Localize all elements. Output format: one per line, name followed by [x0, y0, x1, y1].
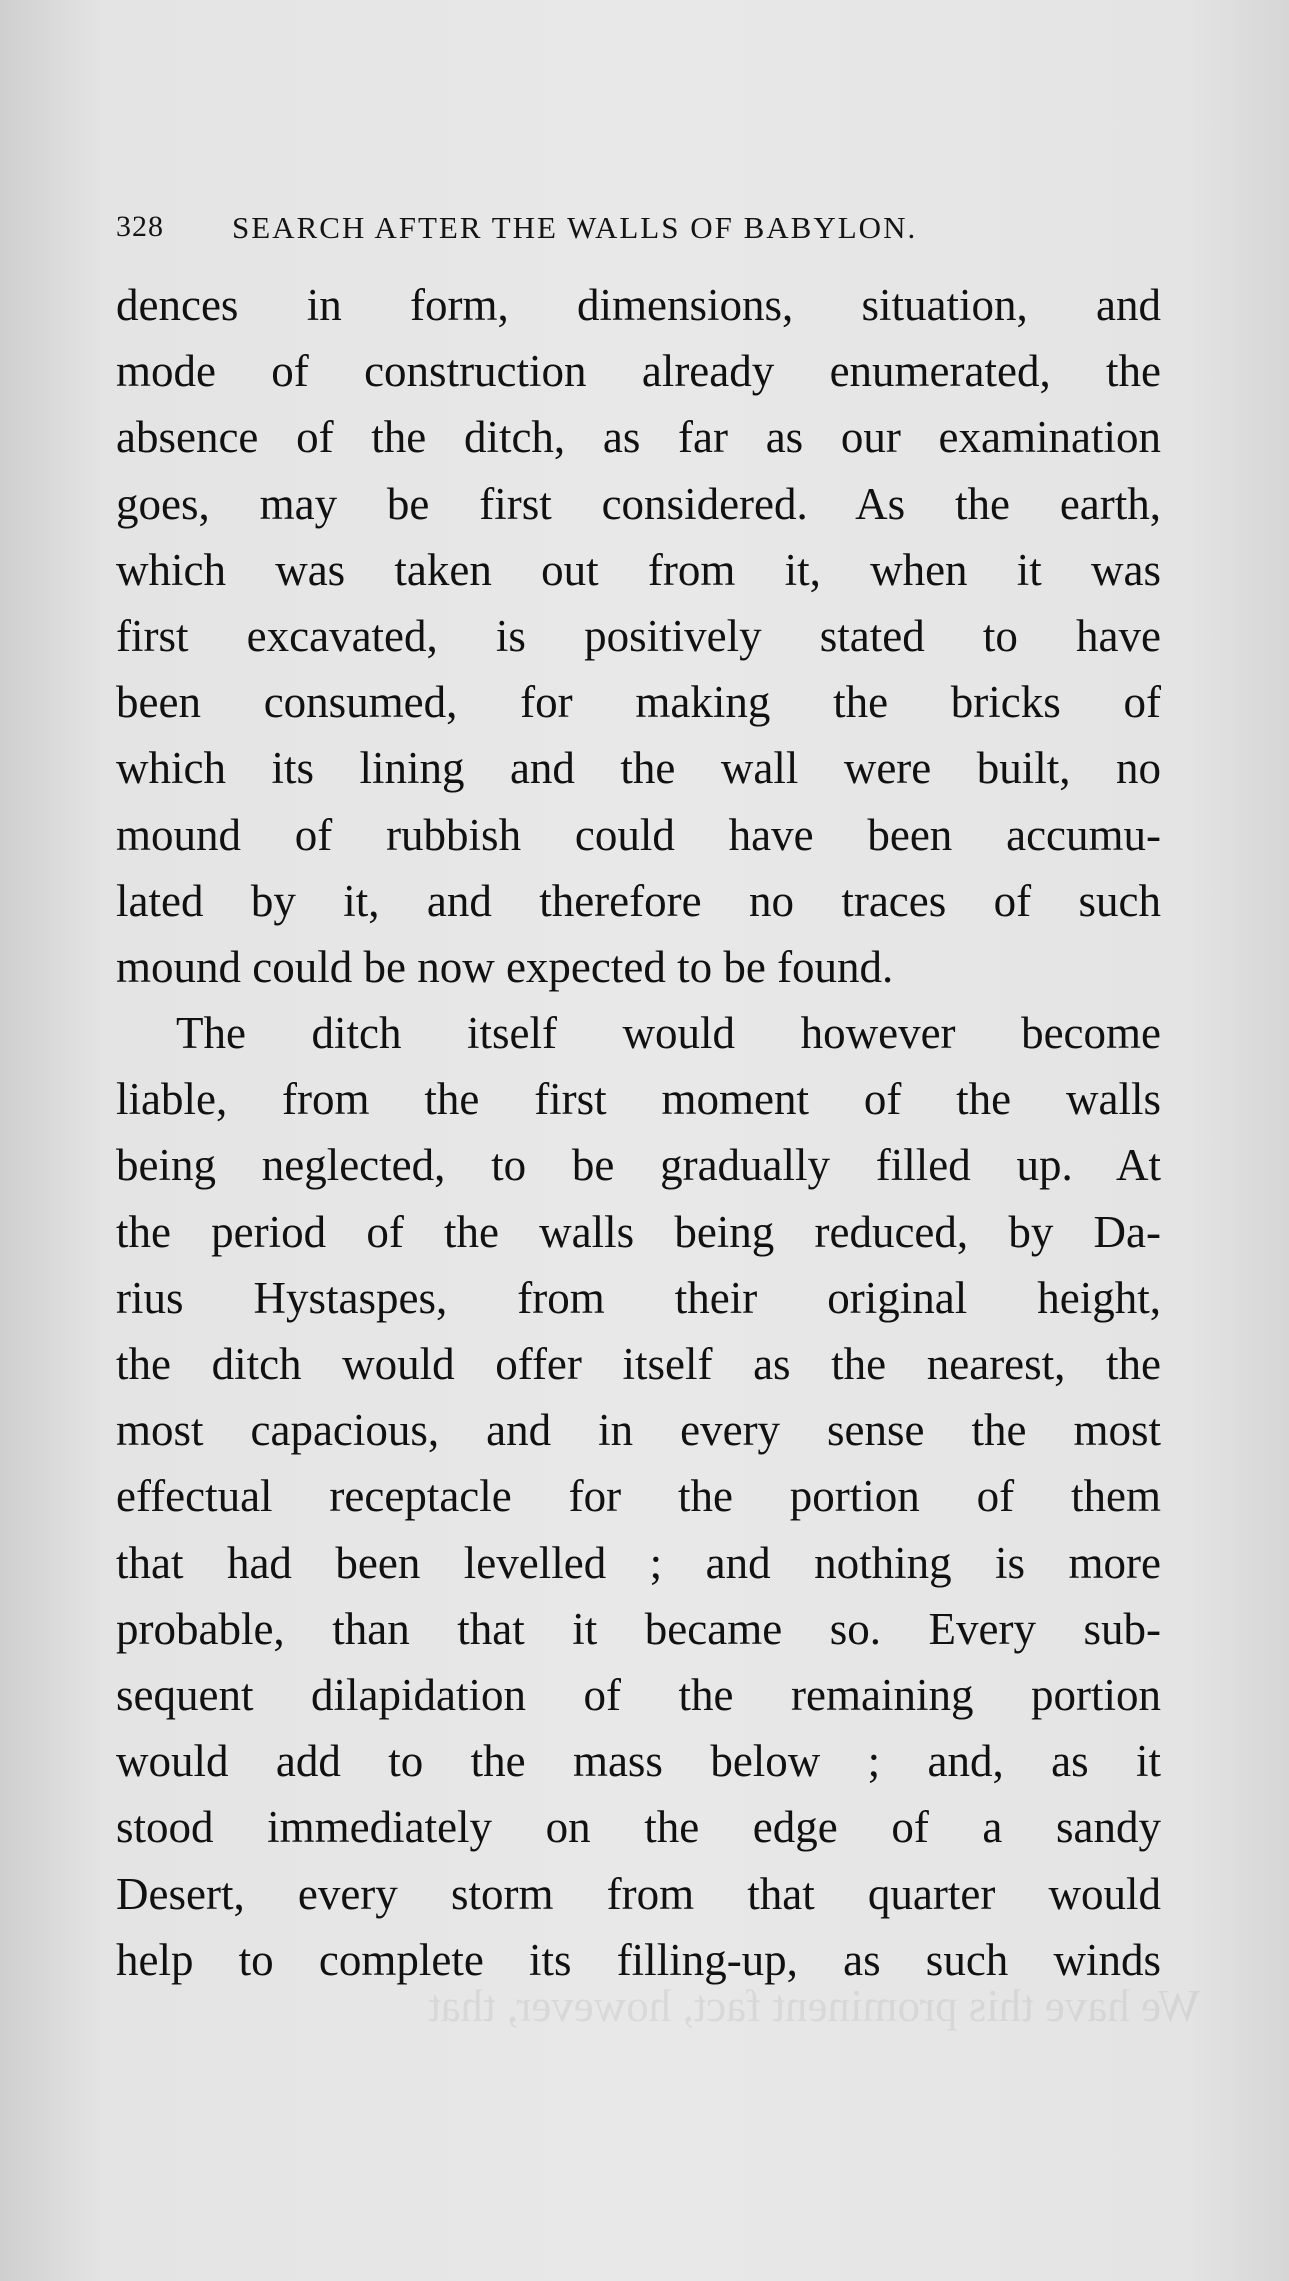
paragraph-first-line: The ditch itself would however become — [176, 1008, 1161, 1059]
text-line: dences in form, dimensions, situation, and — [116, 280, 1161, 330]
text-line: the ditch would offer itself as the nearest, the — [116, 1339, 1161, 1389]
text-line: first excavated, is positively stated to have — [116, 610, 1161, 661]
text-line: which its lining and the wall were built, no — [116, 743, 1161, 794]
text-line: help to complete its filling-up, as such winds — [116, 1934, 1161, 1985]
running-head: SEARCH AFTER THE WALLS OF BABYLON. — [232, 210, 918, 245]
text-line: mode of construction already enumerated, the — [116, 346, 1161, 397]
text-line: lated by it, and therefore no traces of such — [116, 875, 1161, 926]
page-number: 328 — [116, 210, 164, 243]
text-line: would add to the mass below ; and, as it — [116, 1736, 1161, 1787]
text-line: Desert, every storm from that quarter would — [116, 1868, 1161, 1919]
text-line: probable, than that it became so. Every sub- — [116, 1603, 1161, 1654]
text-line: been consumed, for making the bricks of — [116, 677, 1161, 728]
paragraph-last-line: mound could be now expected to be found. — [116, 941, 894, 992]
text-line: liable, from the first moment of the walls — [116, 1074, 1161, 1125]
text-line: effectual receptacle for the portion of them — [116, 1471, 1161, 1522]
text-line: being neglected, to be gradually filled up. At — [116, 1140, 1161, 1191]
text-line: that had been levelled ; and nothing is more — [116, 1537, 1161, 1588]
text-line: which was taken out from it, when it was — [116, 544, 1161, 595]
page-header — [116, 210, 1161, 260]
text-line: most capacious, and in every sense the most — [116, 1405, 1161, 1456]
text-line: absence of the ditch, as far as our examination — [116, 412, 1161, 463]
text-line: sequent dilapidation of the remaining portion — [116, 1669, 1161, 1720]
text-line: goes, may be first considered. As the earth, — [116, 478, 1161, 529]
text-line: rius Hystaspes, from their original height, — [116, 1272, 1161, 1323]
text-line: stood immediately on the edge of a sandy — [116, 1802, 1161, 1853]
text-line: the period of the walls being reduced, by Da- — [116, 1206, 1161, 1257]
body-text — [116, 272, 1161, 1993]
bleed-through-text: We have this prominent fact, however, that — [428, 1981, 1200, 2031]
text-line: mound of rubbish could have been accumu- — [116, 809, 1161, 860]
